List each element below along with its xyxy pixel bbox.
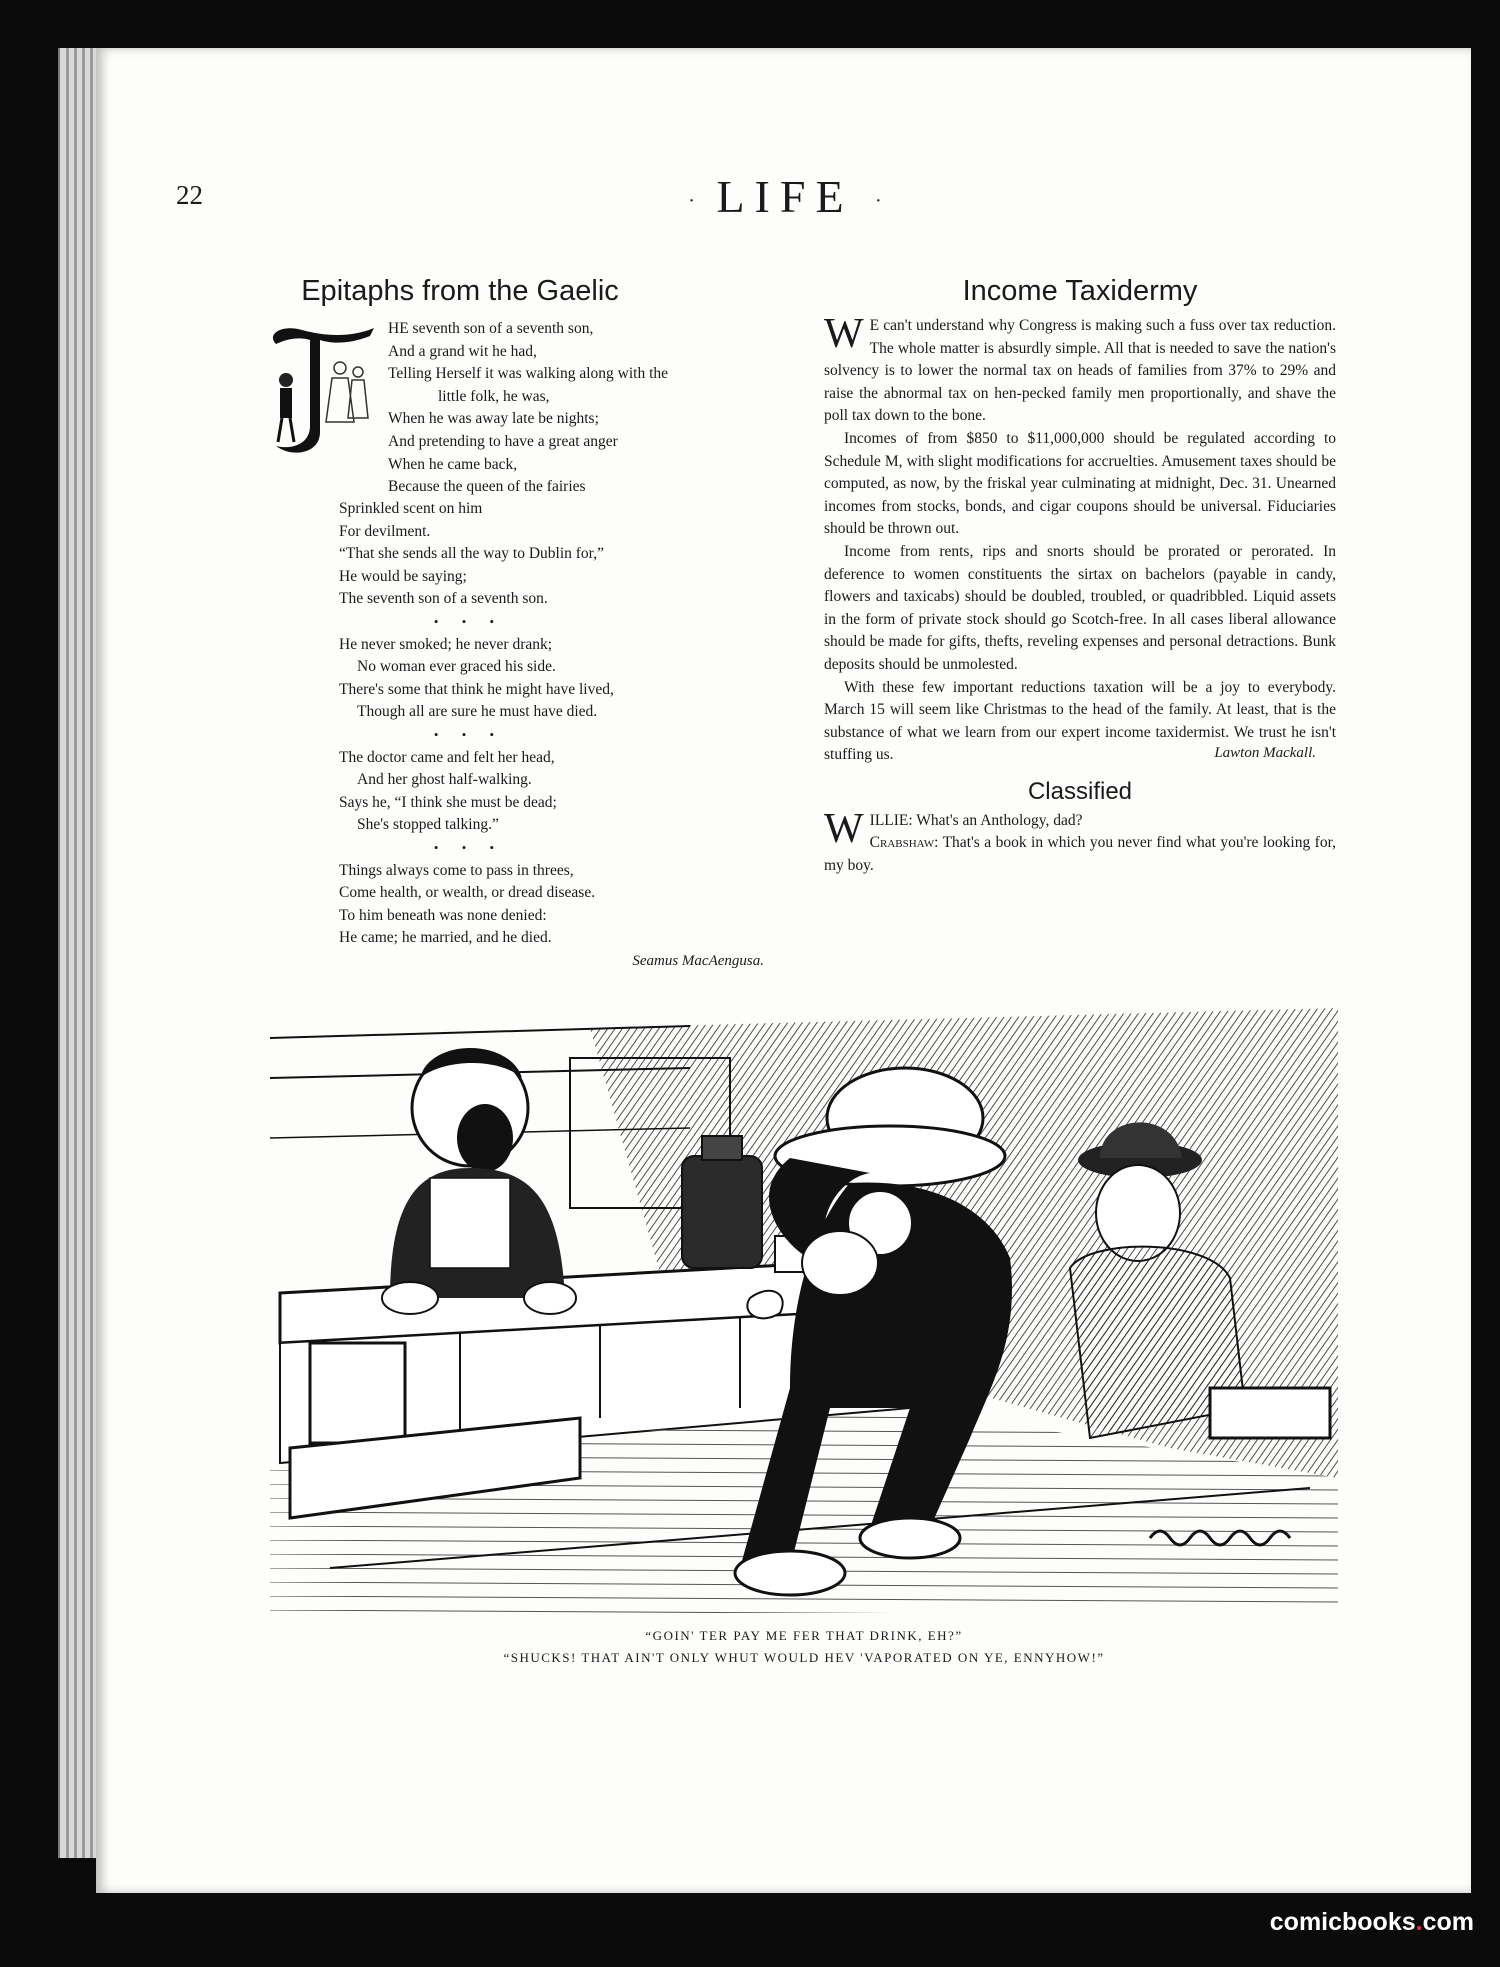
verse-line: Come health, or wealth, or dread disease. bbox=[339, 884, 596, 902]
paragraph-text: E can't understand why Congress is making such a fuss over tax reduction. The whole matter is absurdly simple. All that is needed to save the nation's solvency is to lower the normal tax on heads of families from 37% to 29% and raise the abnormal tax on hen-pecked family men proportionally, and shave the poll tax down to the bone. bbox=[824, 317, 1336, 425]
verse-line: No woman ever graced his side. bbox=[357, 658, 556, 676]
watermark-name: comicbooks bbox=[1269, 1908, 1416, 1936]
stanza-separator: • • • bbox=[433, 613, 505, 629]
verse-line: He came; he married, and he died. bbox=[339, 929, 552, 947]
paragraph bbox=[824, 311, 1336, 428]
watermark-tld: com bbox=[1422, 1908, 1474, 1936]
verse-line: And pretending to have a great anger bbox=[388, 432, 618, 450]
masthead-dot-right: · bbox=[875, 189, 882, 212]
verse-line: He never smoked; he never drank; bbox=[339, 635, 553, 653]
dialogue-line: ILLIE: What's an Anthology, dad? bbox=[869, 811, 1083, 829]
verse-line: She's stopped talking.” bbox=[357, 816, 499, 834]
dialogue-line: That's a book in which you never find what you're looking for, my boy. bbox=[824, 834, 1336, 875]
source-watermark bbox=[1270, 1908, 1474, 1937]
stanza-separator: • • • bbox=[433, 839, 505, 855]
paragraph: With these few important reductions taxation will be a joy to everybody. March 15 will seem like Christmas to the head of the family. At least, that is the substance of what we learn from our expert income taxidermist. We trust he isn't stuffing us. bbox=[824, 678, 1336, 764]
stanza-separator: • • • bbox=[433, 726, 505, 742]
verse-line: little folk, he was, bbox=[438, 387, 550, 405]
verse-line: Says he, “I think she must be dead; bbox=[339, 793, 557, 811]
article-title: Classified bbox=[1027, 777, 1133, 805]
verse-line: Though all are sure he must have died. bbox=[357, 703, 598, 721]
epitaphs-article bbox=[240, 275, 680, 315]
speaker-name: Crabshaw: bbox=[869, 834, 939, 852]
verse-line: “That she sends all the way to Dublin for,” bbox=[339, 545, 604, 563]
verse-line: And her ghost half-walking. bbox=[357, 771, 532, 789]
cartoon-caption: “SHUCKS! THAT AIN'T ONLY WHUT WOULD HEV 'VAPORATED ON YE, ENNYHOW!” bbox=[503, 1650, 1105, 1665]
drop-cap-w: W bbox=[824, 311, 864, 357]
article-title: Income Taxidermy bbox=[962, 275, 1198, 307]
verse-line: Telling Herself it was walking along with the bbox=[388, 365, 669, 383]
verse-line: The seventh son of a seventh son. bbox=[339, 590, 548, 608]
verse-line: There's some that think he might have lived, bbox=[339, 680, 614, 698]
verse-line: When he was away late be nights; bbox=[388, 410, 599, 428]
masthead-dot-left: · bbox=[688, 189, 695, 212]
paragraph: Income from rents, rips and snorts should be prorated or perorated. In deference to women constituents the sirtax on bachelors (payable in candy, flowers and taxicabs) should be doubled, troubled, or quadribbled. Liquid assets in the form of private stock should go Scotch-free. In all cases liberal allowance should be made for gifts, thefts, reveling expenses and personal detractions. Bunk deposits should be unmolested. bbox=[824, 542, 1336, 673]
cartoon-illustration bbox=[270, 1008, 1338, 1613]
verse-line: To him beneath was none denied: bbox=[339, 906, 547, 924]
drop-cap-w: W bbox=[824, 805, 864, 852]
verse-line: Sprinkled scent on him bbox=[339, 500, 483, 517]
first-stanza bbox=[388, 318, 668, 499]
paragraph: Incomes of from $850 to $11,000,000 should be regulated according to Schedule M, with slight modifications for accruelties. Amusement taxes should be computed, as now, by the friskal year culminating at midnight, Dec. 31. Unearned incomes from stocks, bonds, and cigar coupons should be universal. Fiduciaries should be thrown out. bbox=[824, 429, 1336, 538]
masthead-title: LIFE bbox=[716, 171, 854, 222]
page-number: 22 bbox=[176, 180, 203, 210]
paragraph bbox=[824, 805, 1336, 878]
income-article bbox=[824, 275, 1336, 878]
illuminated-initial-t bbox=[262, 322, 380, 462]
verse-line: And a grand wit he had, bbox=[388, 342, 537, 360]
verse-line: When he came back, bbox=[388, 455, 518, 473]
cartoon-caption: “GOIN' TER PAY ME FER THAT DRINK, EH?” bbox=[645, 1628, 963, 1643]
watermark-dot: . bbox=[1415, 1908, 1423, 1936]
article-title: Epitaphs from the Gaelic bbox=[301, 275, 619, 307]
author-signature: Seamus MacAengusa. bbox=[632, 952, 764, 969]
verse-line: Things always come to pass in threes, bbox=[339, 861, 574, 879]
verse-line: For devilment. bbox=[339, 522, 431, 540]
masthead bbox=[600, 170, 970, 223]
author-signature: Lawton Mackall. bbox=[1214, 744, 1316, 761]
verse-line: The doctor came and felt her head, bbox=[339, 748, 555, 766]
verse-line: Because the queen of the fairies bbox=[388, 478, 586, 496]
verse-body bbox=[339, 498, 779, 972]
verse-line: He would be saying; bbox=[339, 567, 467, 585]
verse-line: HE seventh son of a seventh son, bbox=[388, 320, 594, 337]
